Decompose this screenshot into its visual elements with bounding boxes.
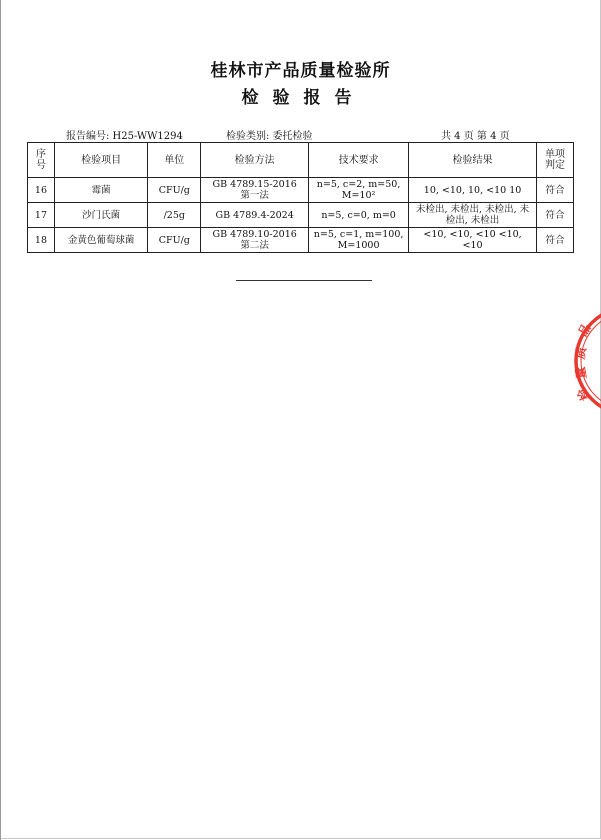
table-header-row <box>28 143 574 178</box>
row-judgement: 符合 <box>537 203 574 228</box>
row-seq: 17 <box>28 203 55 228</box>
table-row <box>28 178 574 203</box>
official-seal <box>572 313 601 409</box>
svg-text:量: 量 <box>573 365 589 381</box>
header-unit: 单位 <box>148 143 201 178</box>
page-indicator: 共 4 页 第 4 页 <box>441 131 510 142</box>
row-method: GB 4789.4-2024 <box>201 203 309 228</box>
header-requirement: 技术要求 <box>309 143 409 178</box>
row-item: 霉菌 <box>54 178 147 203</box>
report-title: 检验报告 <box>241 88 366 108</box>
row-requirement: n=5, c=2, m=50, M=10² <box>309 178 409 203</box>
row-judgement: 符合 <box>537 228 574 253</box>
report-number: 报告编号: H25-WW1294 <box>66 131 183 142</box>
results-table <box>27 142 574 253</box>
header-result: 检验结果 <box>409 143 537 178</box>
table-row <box>28 203 574 228</box>
table-row <box>28 228 574 253</box>
row-item: 金黄色葡萄球菌 <box>54 228 147 253</box>
row-requirement: n=5, c=1, m=100, M=1000 <box>309 228 409 253</box>
page-edge <box>0 0 1 840</box>
end-of-report-line <box>236 280 372 281</box>
row-result: 未检出, 未检出, 未检出, 未检出, 未检出 <box>409 203 537 228</box>
header-method: 检验方法 <box>201 143 309 178</box>
row-method: GB 4789.10-2016 第二法 <box>201 228 309 253</box>
row-requirement: n=5, c=0, m=0 <box>309 203 409 228</box>
header-judgement: 单项判定 <box>537 143 574 178</box>
row-unit: CFU/g <box>148 228 201 253</box>
seal-stamp-icon <box>572 313 601 409</box>
row-seq: 18 <box>28 228 55 253</box>
row-item: 沙门氏菌 <box>54 203 147 228</box>
svg-text:质: 质 <box>573 345 589 361</box>
row-unit: CFU/g <box>148 178 201 203</box>
row-judgement: 符合 <box>537 178 574 203</box>
row-method: GB 4789.15-2016 第一法 <box>201 178 309 203</box>
header-seq: 序号 <box>28 143 55 178</box>
row-result: <10, <10, <10 <10, <10 <box>409 228 537 253</box>
row-result: 10, <10, 10, <10 10 <box>409 178 537 203</box>
row-unit: /25g <box>148 203 201 228</box>
svg-text:品: 品 <box>575 321 594 339</box>
header-item: 检验项目 <box>54 143 147 178</box>
row-seq: 16 <box>28 178 55 203</box>
institution-title: 桂林市产品质量检验所 <box>210 61 391 81</box>
test-category: 检验类别: 委托检验 <box>226 131 313 142</box>
svg-text:检: 检 <box>574 385 593 403</box>
